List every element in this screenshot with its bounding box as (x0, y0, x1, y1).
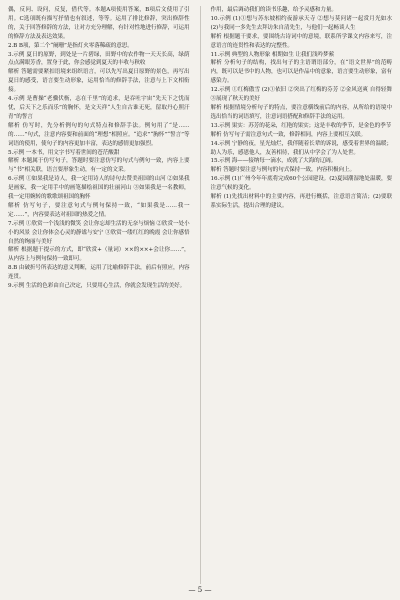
paragraph: 解析 答题时要注意与例句的句式保持一致，内容积极向上。 (210, 167, 356, 174)
paragraph: 作用，最后调动我们的读书乐趣，给予灵感和力量。 (210, 7, 337, 13)
left-column (8, 6, 190, 584)
paragraph: 4.示例 是曹操“老骥伏枥，志在千里”的追求，是吞吐宇宙“先天下之忧而忧，后天下之乐而乐”的胸怀，是文天祥“人生自古谁无死，留取丹心照汗青”的誓言 (8, 96, 190, 120)
paragraph: 9.示例 生活的色彩由自己决定，只要用心生活，你就会发现生活的美好。 (8, 283, 186, 290)
paragraph: 解析 答题需要紧扣语境来组织语言，可以先写出夏日原野的景色，再写出夏日的感受，语言要生动形象，运用恰当的修辞手法，注意与上下文相衔接。 (8, 69, 190, 94)
paragraph: 解析 仿写时，先分析例句的句式特点和修辞手法。例句用了“是……的……”句式，注意内容要和前面的“理想”相照应。“追求”“胸怀”“誓言”等词语的使用，使句子的内容更加丰富，表达的感情更加强烈。 (8, 122, 190, 147)
column-divider (200, 6, 201, 584)
paragraph: 6.示例 ①如果我是诗人，我一定用诗人的诗句去赞美祖国的山河 ②如果我是画家，我一定用手中的画笔描绘祖国的壮丽河山 ③如果我是一名教师，我一定用婉转的歌歌颂祖国的胸怀 (8, 176, 190, 201)
paragraph: 偶，反问、设问，反复，借代等。本题A项使用答案，B项后文使用了引用。C选项既有描写抒情也有叙述，等等。运用了排比修辞，突出修辞性的，关于回答修辞的方法，让对方充分理解，有针对性地进行修辞，可运用的修辞方法及表达效果。 (8, 7, 190, 40)
paragraph: 10.示例 (1)①想与苏东坡相约夜游承天寺 ②想与莫问诸一起赏月光如水 (2)与我同一多先生去拜访朱自清先生，与他们一起畅谈人生 (210, 15, 392, 31)
paragraph: 解析 分析句子的结构，找出句子的主语谓语部分，在“语文世界”的范畴内，既可以是书中的人物，也可以是作品中的意象，语言要生动形象，富有感染力。 (210, 60, 392, 85)
paragraph: 解析 (1)先找出材料中的主要内容，再进行概括，注意语言简洁；(2)要联系实际生活，提出合理的建议。 (210, 194, 392, 209)
paragraph: 解析 仿写句子，要注意句式与例句保持一致，“如果我是……我一定……”，内容要表达对祖国的热爱之情。 (8, 202, 190, 218)
paragraph: 11.示例 典型的人物形象 相期如生 让我们浅吟梦萦 (210, 51, 334, 58)
paragraph: 解析 根据情境分析句子的特点，要注意横线前后的内容，从所给的语境中选出恰当的词语填写，注意词语搭配和修辞手法的运用。 (210, 104, 392, 120)
paragraph: 16.示例 (1)广州今年年底将完成60个公园建设。(2)夏园潮湿地处温暖，要注意气候的变化。 (210, 176, 392, 192)
paragraph: 15.示例 海——接纳每一滴水，成就了大海的辽阔。 (210, 158, 337, 165)
paragraph: 解析 仿写句子需注意句式一致，修辞相同，内容上要相互关联。 (210, 131, 366, 138)
paragraph: 2.B B项，第二个“阑珊”是指灯火零落稀疏的意思。 (8, 42, 133, 49)
two-column-body (8, 6, 392, 584)
paragraph: 13.示例 果实：苏芳的花朵，红艳的果实；这是丰收的季节，是金色的季节 (210, 122, 392, 129)
page-number: — 5 — (188, 586, 212, 594)
paragraph: 解析 根据题干要求，要围绕古诗词中的意境，联系所学课文内容来写，注意语言的连贯性和表达的完整性。 (210, 33, 392, 49)
paragraph: 8.B 由破折号所表达的意义判断，运用了比喻修辞手法，前后有照应，内容连贯。 (8, 265, 190, 281)
paragraph: 解析 根据题干提示的方式，即“欣赏+（量词）××的××+会让你……”，从内容上与例句保持一致即可。 (8, 247, 190, 263)
paragraph: 12.示例 ①红梅傲雪 (2)①依旧 ②突出了红梅的芬芳 ②金风送爽 自得轻舞 ③展现了秋天的美好 (210, 87, 392, 103)
right-column (210, 6, 392, 584)
paragraph: 解析 本题属于仿写句子，答题时要注意仿写的句式与例句一致，内容上要与“书”相关联，语言要形象生动，有一定的文采。 (8, 158, 190, 174)
paragraph: 7.示例 ①欣赏一个浅浅的微笑 会让你忘却生活的无奈与烦恼 ②欣赏一处小小的风景 会让你体会心灵的静谧与安宁 ③欣赏一缕红红的晚霞 会让你感悟自然的绚丽与美好 (8, 220, 190, 245)
paragraph: 5.示例 一本书，用文字书写着世间的苍茫酸甜 (8, 149, 120, 156)
paragraph: 14.示例 宁静的夜，星光灿烂，我伴随着长辈的诉说，感受着世界的温暖；助人为乐，感恩他人，友善相待，我们从中学会了为人处世。 (210, 140, 392, 156)
paragraph: 3.示例 夏日的原野，到处是一片碧绿，田野中的农作物一天天长高，绿荫点点满眼芳香，置身于此，你会感觉到夏天的丰收与秋收 (8, 51, 190, 67)
